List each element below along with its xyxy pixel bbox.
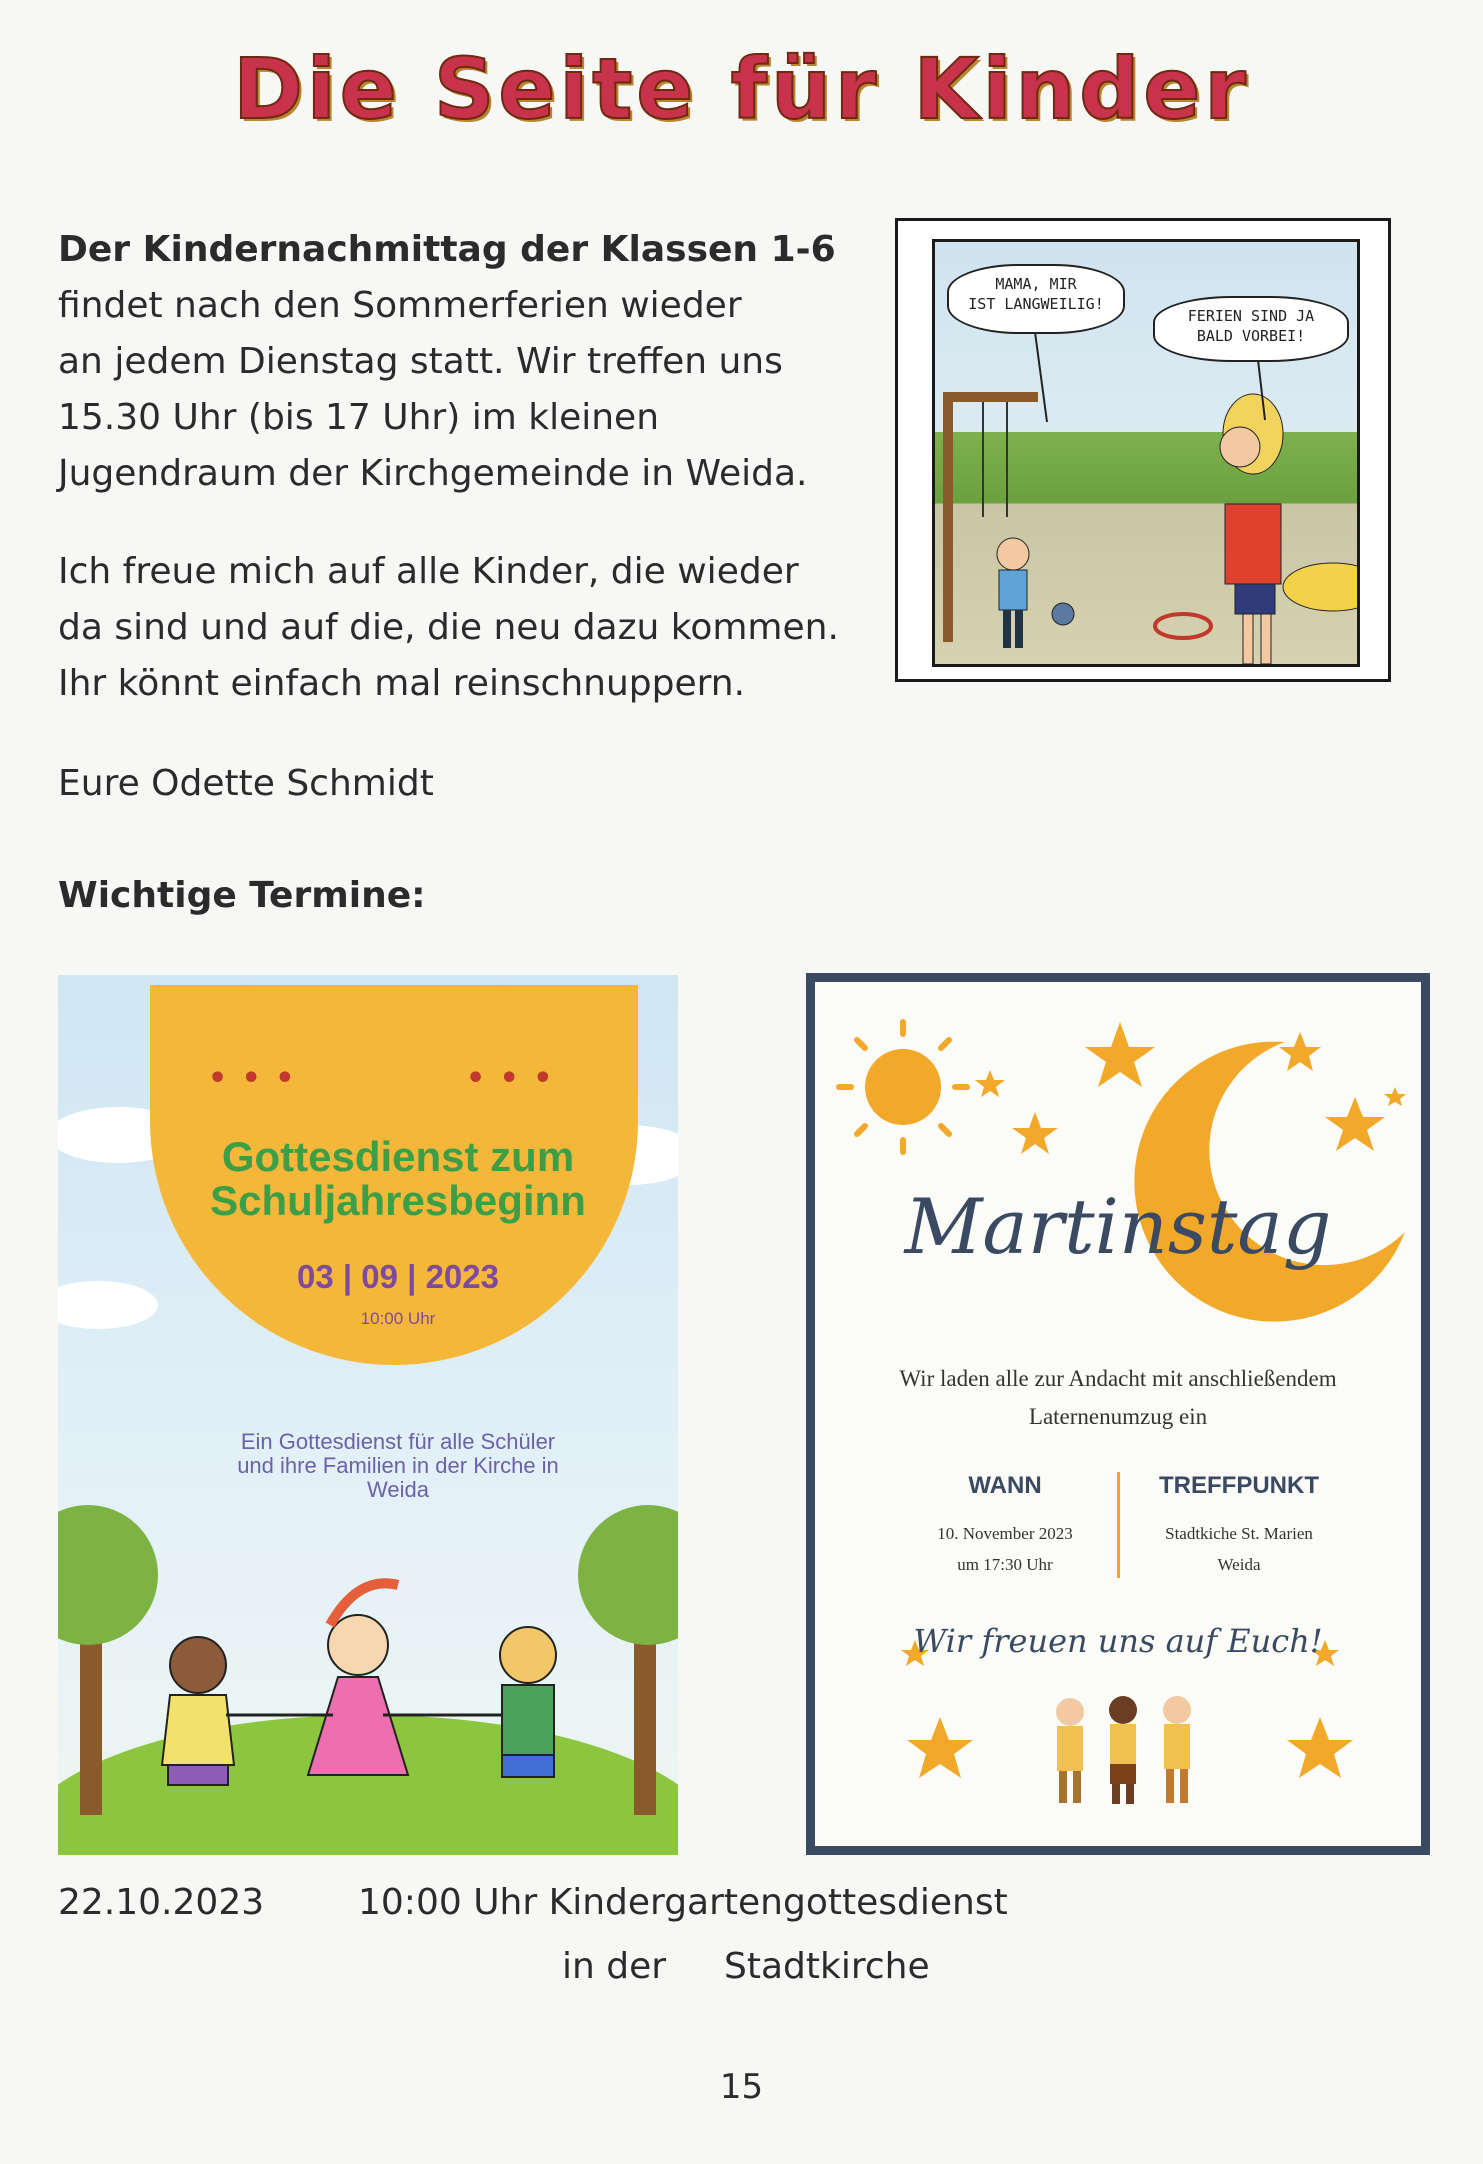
intro-heading: Der Kindernachmittag der Klassen 1-6	[58, 229, 836, 270]
poster-title-line: Gottesdienst zum	[221, 1133, 575, 1180]
signature: Eure Odette Schmidt	[58, 763, 434, 804]
dots-decoration: • • •	[208, 1061, 297, 1096]
where-details	[1129, 1518, 1349, 1580]
welcome-paragraph	[58, 544, 888, 712]
intro-line: Jugendraum der Kirchgemeinde in Weida.	[58, 453, 808, 494]
invite-line: Laternenumzug ein	[1028, 1404, 1208, 1429]
page-number: 15	[719, 2067, 764, 2107]
martinstag-title: Martinstag	[904, 1182, 1332, 1271]
bubble-line: MAMA, MIR	[995, 275, 1077, 293]
termine-heading: Wichtige Termine:	[58, 875, 426, 916]
bubble-line: IST LANGWEILIG!	[968, 295, 1104, 313]
when-label: WANN	[968, 1472, 1042, 1499]
when-line: um 17:30 Uhr	[957, 1555, 1053, 1574]
poster-time: 10:00 Uhr	[360, 1309, 436, 1328]
description-line: und ihre Familien in der Kirche in	[237, 1453, 559, 1478]
when-line: 10. November 2023	[937, 1524, 1073, 1543]
bubble-line: BALD VORBEI!	[1196, 327, 1306, 345]
intro-paragraph	[58, 222, 888, 502]
page-title: Die Seite für Kinder	[233, 40, 1250, 138]
dots-decoration: • • •	[466, 1061, 555, 1096]
martinstag-poster	[806, 973, 1430, 1855]
where-label: TREFFPUNKT	[1159, 1472, 1319, 1499]
invite-line: Wir laden alle zur Andacht mit anschließendem	[899, 1366, 1337, 1391]
where-line: Weida	[1217, 1555, 1261, 1574]
termin-date: 22.10.2023	[58, 1882, 265, 1923]
column-divider	[1117, 1472, 1120, 1578]
termin-location-prefix: in der	[562, 1946, 667, 1987]
poster-title-line: Schuljahresbeginn	[210, 1177, 586, 1224]
intro-line: 15.30 Uhr (bis 17 Uhr) im kleinen	[58, 397, 660, 438]
welcome-line: da sind und auf die, die neu dazu kommen.	[58, 607, 839, 648]
closing-text: Wir freuen uns auf Euch!	[913, 1622, 1323, 1660]
when-details	[895, 1518, 1115, 1580]
intro-line: an jedem Dienstag statt. Wir treffen uns	[58, 341, 783, 382]
termin-text: 10:00 Uhr Kindergartengottesdienst	[358, 1882, 1008, 1923]
speech-bubble-mother	[1153, 296, 1349, 362]
welcome-line: Ihr könnt einfach mal reinschnuppern.	[58, 663, 746, 704]
comic-panel	[932, 239, 1360, 667]
description-line: Ein Gottesdienst für alle Schüler	[240, 1429, 556, 1454]
children-illustration	[58, 975, 678, 1855]
description-line: Weida	[367, 1477, 429, 1502]
school-service-poster	[58, 975, 678, 1855]
where-line: Stadtkiche St. Marien	[1165, 1524, 1313, 1543]
welcome-line: Ich freue mich auf alle Kinder, die wieder	[58, 551, 799, 592]
bubble-line: FERIEN SIND JA	[1187, 307, 1315, 325]
intro-line: findet nach den Sommerferien wieder	[58, 285, 742, 326]
termin-location: Stadtkirche	[724, 1946, 930, 1987]
martinstag-invite	[835, 1360, 1401, 1436]
poster-date: 03 | 09 | 2023	[297, 1258, 499, 1295]
speech-bubble-child	[947, 264, 1125, 334]
comic-image	[895, 218, 1391, 682]
